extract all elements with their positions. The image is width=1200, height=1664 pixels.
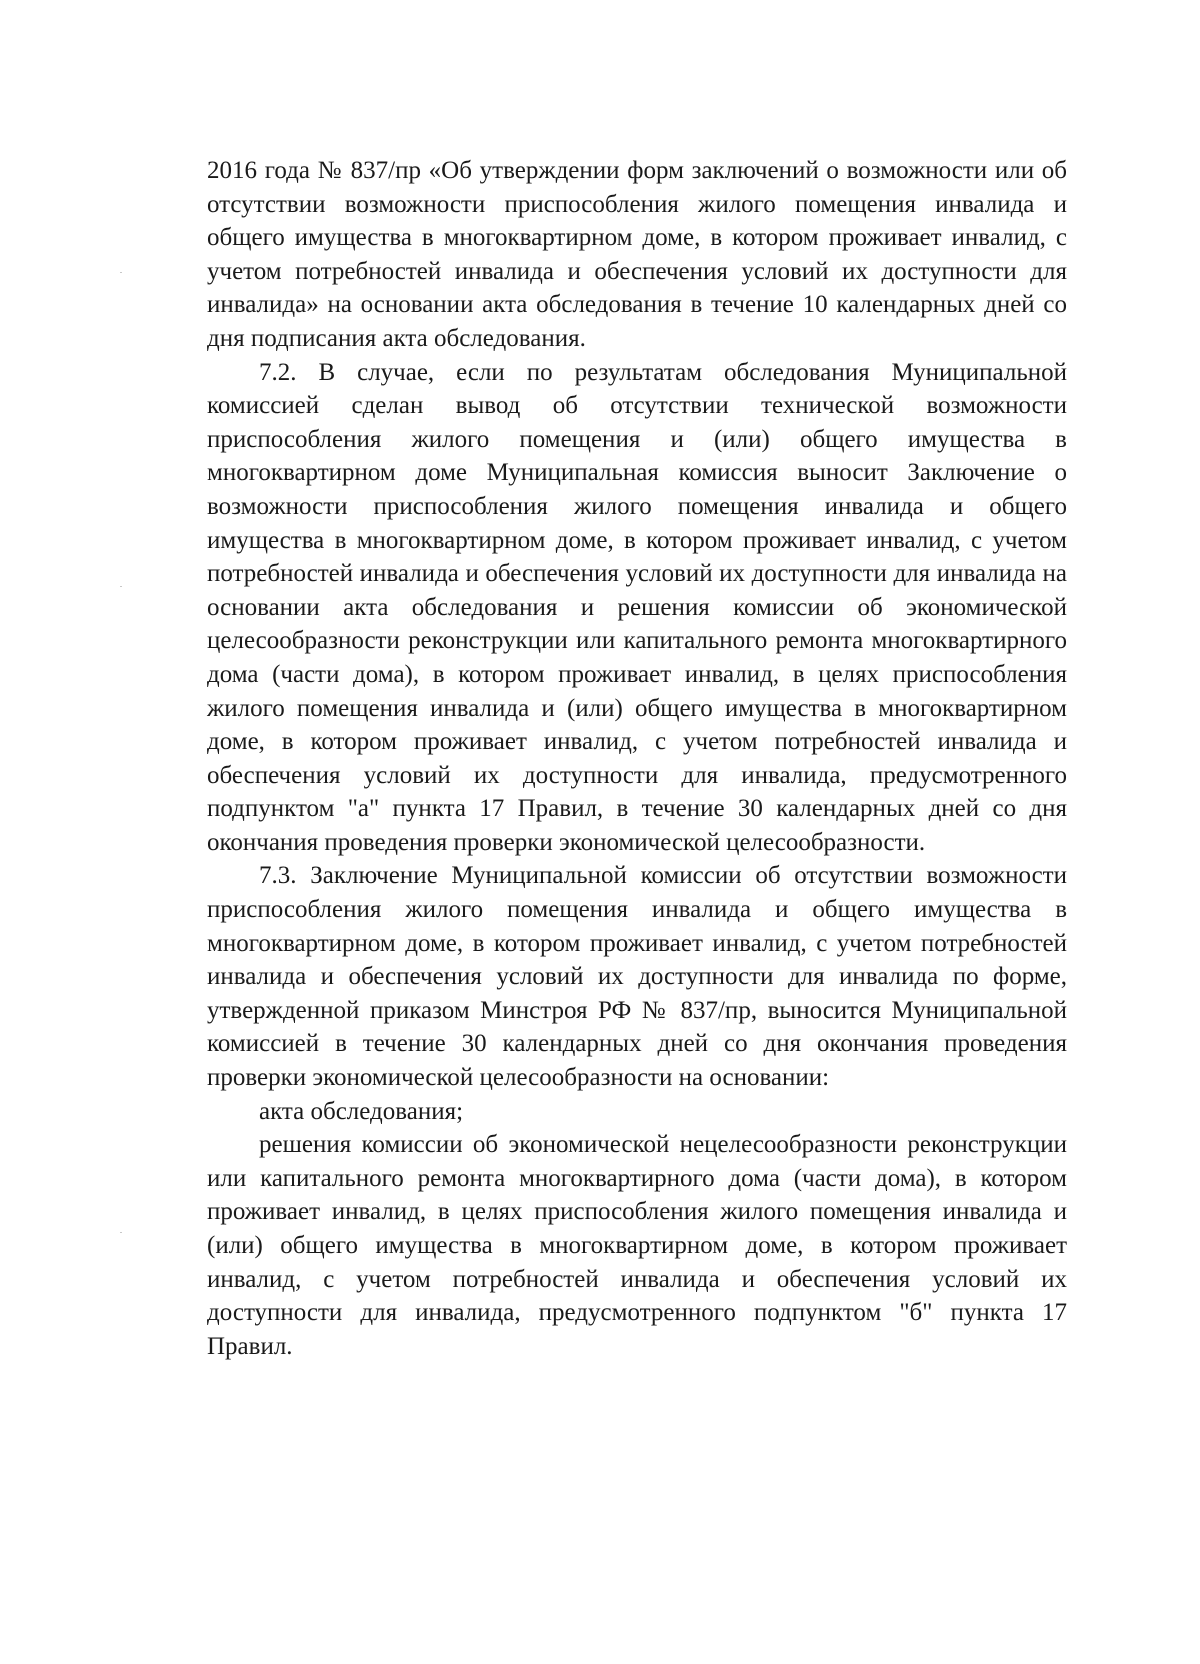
list-item-basis-act: акта обследования;: [259, 1097, 464, 1125]
paragraph-continuation: 2016 года № 837/пр «Об утверждении форм заключений о возможности или об отсутствии возможности приспособления жилого помещения инвалида и общего имущества в многоквартирном доме, в котором проживает инвалид, с учетом потребностей инвалида и обеспечения условий их доступности для инвалида» на основании акта обследования в течение 10 календарных дней со дня подписания акта обследования.: [207, 157, 1067, 352]
scan-mark: [120, 272, 122, 273]
scan-mark: [120, 586, 122, 587]
paragraph-clause-7-3: 7.3. Заключение Муниципальной комиссии об отсутствии возможности приспособления жилого помещения инвалида и общего имущества в многоквартирном доме, в котором проживает инвалид, с учетом потребностей инвалида и обеспечения условий их доступности для инвалида по форме, утвержденной приказом Минстроя РФ № 837/пр, выносится Муниципальной комиссией в течение 30 календарных дней со дня окончания проведения проверки экономической целесообразности на основании:: [207, 862, 1067, 1092]
paragraph-clause-7-2: 7.2. В случае, если по результатам обследования Муниципальной комиссией сделан вывод об отсутствии технической возможности приспособления жилого помещения и (или) общего имущества в многоквартирном доме Муниципальная комиссия выносит Заключение о возможности приспособления жилого помещения инвалида и общего имущества в многоквартирном доме, в котором проживает инвалид, с учетом потребностей инвалида и обеспечения условий их доступности для инвалида на основании акта обследования и решения комиссии об экономической целесообразности реконструкции или капитального ремонта многоквартирного дома (части дома), в котором проживает инвалид, в целях приспособления жилого помещения инвалида и (или) общего имущества в многоквартирном доме, в котором проживает инвалид, с учетом потребностей инвалида и обеспечения условий их доступности для инвалида, предусмотренного подпунктом "а" пункта 17 Правил, в течение 30 календарных дней со дня окончания проведения проверки экономической целесообразности.: [207, 358, 1067, 856]
scan-mark: [120, 1232, 122, 1233]
document-body: [207, 154, 1067, 1363]
list-item-basis-decision: решения комиссии об экономической нецелесообразности реконструкции или капитального ремонта многоквартирного дома (части дома), в котором проживает инвалид, в целях приспособления жилого помещения инвалида и (или) общего имущества в многоквартирном доме, в котором проживает инвалид, с учетом потребностей инвалида и обеспечения условий их доступности для инвалида, предусмотренного подпунктом "б" пункта 17 Правил.: [207, 1131, 1067, 1360]
